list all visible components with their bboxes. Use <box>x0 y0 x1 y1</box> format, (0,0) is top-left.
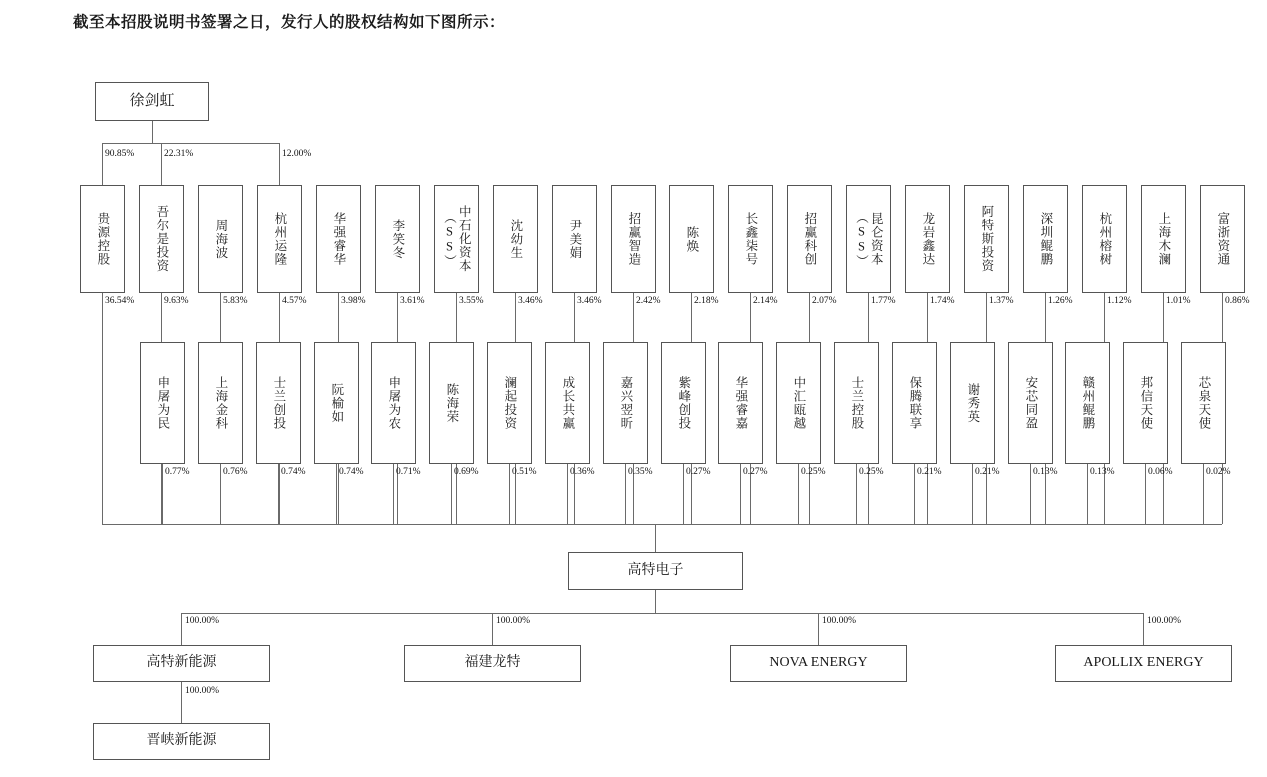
connector-line <box>1203 464 1204 524</box>
label-tier1-pct-10: 2.18% <box>694 296 719 306</box>
node-tier1-4-label: 华强睿华 <box>331 212 346 266</box>
connector-line <box>278 464 279 524</box>
node-tier2-9 <box>661 342 706 464</box>
node-tier2-9-label: 紫峰创投 <box>676 376 691 430</box>
node-tier2-5 <box>429 342 474 464</box>
node-tier1-8-label: 尹美娟 <box>567 218 582 260</box>
label-tier1-pct-6: 3.55% <box>459 296 484 306</box>
connector-line <box>625 464 626 524</box>
node-tier1-16 <box>1023 185 1068 293</box>
label-tier1-pct-15: 1.37% <box>989 296 1014 306</box>
node-subsidiary-1-label: 福建龙特 <box>464 655 521 671</box>
label-top-edge-2: 12.00% <box>282 149 312 159</box>
label-tier1-pct-4: 3.98% <box>341 296 366 306</box>
label-tier1-pct-11: 2.14% <box>753 296 778 306</box>
label-tier2-pct-14: 0.21% <box>975 467 1000 477</box>
node-tier2-12-label: 士兰控股 <box>849 376 864 430</box>
connector-line <box>492 613 493 645</box>
node-tier1-18 <box>1141 185 1186 293</box>
node-tier2-14-label: 谢秀英 <box>965 382 980 424</box>
label-tier1-pct-12: 2.07% <box>812 296 837 306</box>
node-tier2-3 <box>314 342 359 464</box>
node-tier1-10 <box>669 185 714 293</box>
label-tier1-pct-16: 1.26% <box>1048 296 1073 306</box>
label-tier1-pct-18: 1.01% <box>1166 296 1191 306</box>
label-tier1-pct-17: 1.12% <box>1107 296 1132 306</box>
label-tier2-pct-3: 0.74% <box>339 467 364 477</box>
node-tier1-5-label: 李笑冬 <box>390 218 405 260</box>
node-tier1-0 <box>80 185 125 293</box>
connector-line <box>683 464 684 524</box>
node-tier1-4 <box>316 185 361 293</box>
node-tier2-8-label: 嘉兴翌昕 <box>618 376 633 430</box>
node-tier1-3 <box>257 185 302 293</box>
node-tier1-12-label: 招赢科创 <box>802 212 817 266</box>
label-subsidiary-pct-1: 100.00% <box>496 616 531 626</box>
connector-line <box>152 121 153 143</box>
label-tier2-pct-11: 0.25% <box>801 467 826 477</box>
node-tier2-18 <box>1181 342 1226 464</box>
label-tier2-pct-5: 0.69% <box>454 467 479 477</box>
label-tier2-pct-18: 0.02% <box>1206 467 1231 477</box>
label-tier2-pct-16: 0.13% <box>1090 467 1115 477</box>
connector-line <box>102 293 103 524</box>
node-tier2-11 <box>776 342 821 464</box>
connector-line <box>393 464 394 524</box>
node-tier1-7-label: 沈幼生 <box>508 218 523 260</box>
node-tier1-1-label: 吾尔是投资 <box>154 205 169 273</box>
connector-line <box>181 613 182 645</box>
node-tier2-6 <box>487 342 532 464</box>
connector-line <box>1143 613 1144 645</box>
node-tier2-10-label: 华强睿嘉 <box>733 376 748 430</box>
connector-line <box>509 464 510 524</box>
node-tier2-3-label: 阮榆如 <box>329 382 344 424</box>
label-tier1-pct-9: 2.42% <box>636 296 661 306</box>
connector-line <box>567 464 568 524</box>
node-tier2-13-label: 保腾联享 <box>907 376 922 430</box>
node-tier1-6-label: 中石化资本（SS） <box>442 205 472 273</box>
connector-line <box>655 524 656 552</box>
node-tier1-2-label: 周海波 <box>213 218 228 260</box>
intro-paragraph: 截至本招股说明书签署之日，发行人的股权结构如下图所示： <box>73 14 506 31</box>
label-tier2-pct-9: 0.27% <box>686 467 711 477</box>
node-tier2-2 <box>256 342 301 464</box>
label-tier2-pct-4: 0.71% <box>396 467 421 477</box>
node-tier1-3-label: 杭州运隆 <box>272 212 287 266</box>
label-tier2-pct-15: 0.13% <box>1033 467 1058 477</box>
node-tier2-0-label: 申屠为民 <box>155 376 170 430</box>
node-tier1-5 <box>375 185 420 293</box>
label-subsidiary-pct-2: 100.00% <box>822 616 857 626</box>
node-tier2-14 <box>950 342 995 464</box>
node-top-shareholder-label: 徐剑虹 <box>129 92 175 109</box>
connector-line <box>856 464 857 524</box>
node-tier1-13 <box>846 185 891 293</box>
label-grandchild-pct: 100.00% <box>185 686 220 696</box>
connector-line <box>914 464 915 524</box>
label-tier2-pct-0: 0.77% <box>165 467 190 477</box>
node-tier2-7 <box>545 342 590 464</box>
connector-line <box>162 464 163 524</box>
label-tier1-pct-1: 9.63% <box>164 296 189 306</box>
label-tier2-pct-2: 0.74% <box>281 467 306 477</box>
node-tier1-9 <box>611 185 656 293</box>
node-tier1-18-label: 上海木澜 <box>1156 212 1171 266</box>
connector-line <box>102 143 279 144</box>
connector-line <box>972 464 973 524</box>
node-subsidiary-2 <box>730 645 907 682</box>
connector-line <box>102 524 1222 525</box>
node-tier2-17 <box>1123 342 1168 464</box>
node-tier1-9-label: 招赢智造 <box>626 212 641 266</box>
node-tier2-17-label: 邦信天使 <box>1138 376 1153 430</box>
node-subsidiary-1 <box>404 645 581 682</box>
node-tier1-10-label: 陈焕 <box>684 225 699 253</box>
node-tier1-17-label: 杭州榕树 <box>1097 212 1112 266</box>
label-tier2-pct-10: 0.27% <box>743 467 768 477</box>
connector-line <box>336 464 337 524</box>
connector-line <box>818 613 819 645</box>
node-tier2-5-label: 陈海荣 <box>444 382 459 424</box>
node-tier2-1-label: 上海金科 <box>213 376 228 430</box>
node-tier2-6-label: 澜起投资 <box>502 376 517 430</box>
node-tier2-0 <box>140 342 185 464</box>
label-tier2-pct-6: 0.51% <box>512 467 537 477</box>
node-tier2-7-label: 成长共赢 <box>560 376 575 430</box>
node-subsidiary-0-label: 高特新能源 <box>146 655 217 671</box>
label-subsidiary-pct-3: 100.00% <box>1147 616 1182 626</box>
label-tier2-pct-12: 0.25% <box>859 467 884 477</box>
label-tier1-pct-0: 36.54% <box>105 296 135 306</box>
connector-line <box>181 613 1143 614</box>
node-tier2-13 <box>892 342 937 464</box>
label-tier1-pct-13: 1.77% <box>871 296 896 306</box>
node-grandchild <box>93 723 270 760</box>
connector-line <box>1030 464 1031 524</box>
node-tier2-16-label: 赣州鲲鹏 <box>1080 376 1095 430</box>
connector-line <box>161 143 162 185</box>
node-subsidiary-3-label: APOLLIX ENERGY <box>1083 655 1204 671</box>
node-tier1-6 <box>434 185 479 293</box>
node-tier2-16 <box>1065 342 1110 464</box>
connector-line <box>1087 464 1088 524</box>
node-tier1-8 <box>552 185 597 293</box>
label-tier2-pct-17: 0.06% <box>1148 467 1173 477</box>
label-tier1-pct-3: 4.57% <box>282 296 307 306</box>
node-tier1-17 <box>1082 185 1127 293</box>
node-tier1-19-label: 富浙资通 <box>1215 212 1230 266</box>
connector-line <box>798 464 799 524</box>
node-tier2-18-label: 芯泉天使 <box>1196 376 1211 430</box>
node-tier1-14-label: 龙岩鑫达 <box>920 212 935 266</box>
connector-line <box>655 590 656 613</box>
node-tier1-13-label: 昆仑资本（SS） <box>854 210 884 268</box>
label-subsidiary-pct-0: 100.00% <box>185 616 220 626</box>
node-tier2-15 <box>1008 342 1053 464</box>
label-tier1-pct-7: 3.46% <box>518 296 543 306</box>
node-subsidiary-3 <box>1055 645 1232 682</box>
label-tier2-pct-7: 0.36% <box>570 467 595 477</box>
node-issuer <box>568 552 743 590</box>
label-tier1-pct-2: 5.83% <box>223 296 248 306</box>
node-tier2-4-label: 申屠为农 <box>386 376 401 430</box>
node-tier2-4 <box>371 342 416 464</box>
node-tier2-1 <box>198 342 243 464</box>
node-tier1-14 <box>905 185 950 293</box>
node-tier1-2 <box>198 185 243 293</box>
connector-line <box>451 464 452 524</box>
connector-line <box>102 143 103 185</box>
node-issuer-label: 高特电子 <box>627 562 684 578</box>
node-tier1-15 <box>964 185 1009 293</box>
node-tier1-11-label: 长鑫柒号 <box>743 212 758 266</box>
connector-line <box>740 464 741 524</box>
label-tier1-pct-5: 3.61% <box>400 296 425 306</box>
node-tier2-15-label: 安芯同盈 <box>1023 376 1038 430</box>
connector-line <box>181 682 182 723</box>
node-tier1-12 <box>787 185 832 293</box>
label-top-edge-1: 22.31% <box>164 149 194 159</box>
connector-line <box>1145 464 1146 524</box>
node-tier2-8 <box>603 342 648 464</box>
label-tier1-pct-8: 3.46% <box>577 296 602 306</box>
connector-line <box>279 143 280 185</box>
node-tier2-10 <box>718 342 763 464</box>
label-tier2-pct-13: 0.21% <box>917 467 942 477</box>
node-tier2-2-label: 士兰创投 <box>271 376 286 430</box>
label-tier2-pct-8: 0.35% <box>628 467 653 477</box>
node-tier1-7 <box>493 185 538 293</box>
node-tier1-15-label: 阿特斯投资 <box>979 205 994 273</box>
node-subsidiary-0 <box>93 645 270 682</box>
label-tier1-pct-14: 1.74% <box>930 296 955 306</box>
node-tier1-0-label: 贵源控股 <box>95 212 110 266</box>
node-subsidiary-2-label: NOVA ENERGY <box>769 655 868 671</box>
label-tier1-pct-19: 0.86% <box>1225 296 1250 306</box>
node-tier1-16-label: 深圳鲲鹏 <box>1038 212 1053 266</box>
node-tier1-11 <box>728 185 773 293</box>
node-tier1-19 <box>1200 185 1245 293</box>
label-top-edge-0: 90.85% <box>105 149 135 159</box>
node-grandchild-label: 晋峡新能源 <box>146 733 217 749</box>
node-tier2-12 <box>834 342 879 464</box>
connector-line <box>220 464 221 524</box>
node-tier2-11-label: 中汇瓯越 <box>791 376 806 430</box>
node-top-shareholder <box>95 82 209 121</box>
node-tier1-1 <box>139 185 184 293</box>
label-tier2-pct-1: 0.76% <box>223 467 248 477</box>
